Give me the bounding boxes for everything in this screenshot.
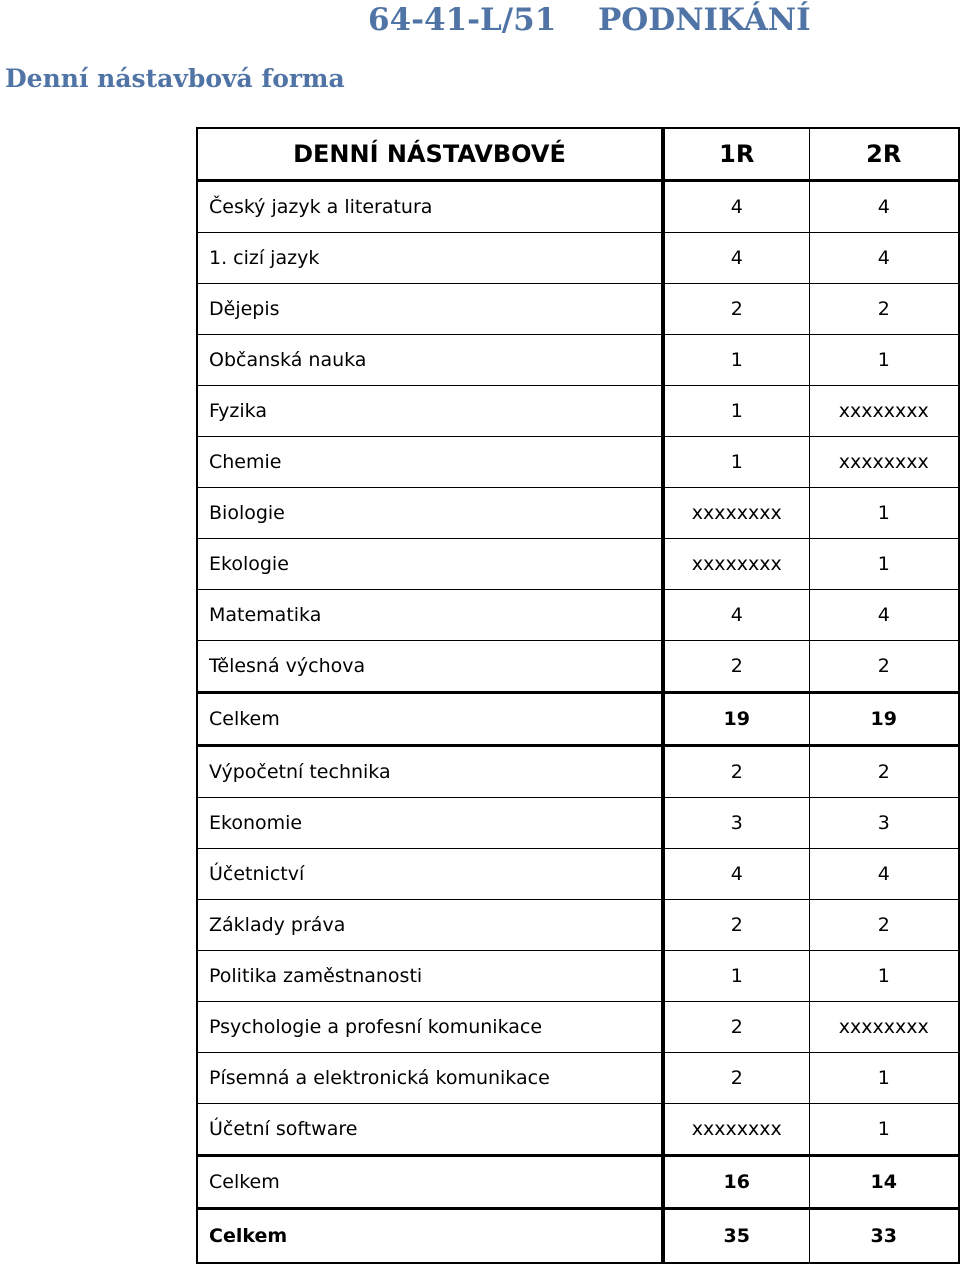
table-row [197, 233, 959, 284]
subtotal-row [197, 693, 959, 746]
subject-cell: 1. cizí jazyk [197, 233, 663, 284]
program-code: 64-41-L/51 [368, 2, 557, 38]
year-1-hours: xxxxxxxx [663, 1104, 809, 1156]
year-2-hours: 2 [809, 900, 959, 951]
year-1-hours: 2 [663, 746, 809, 798]
subtotal-row [197, 1156, 959, 1209]
table-row [197, 1053, 959, 1104]
subject-cell: Chemie [197, 437, 663, 488]
table-row [197, 386, 959, 437]
curriculum-table [196, 127, 960, 1264]
year-1-hours: 4 [663, 233, 809, 284]
table-row [197, 181, 959, 233]
year-2-hours: 1 [809, 951, 959, 1002]
table-row [197, 437, 959, 488]
grand-total-year-2: 33 [809, 1209, 959, 1264]
year-1-hours: 2 [663, 284, 809, 335]
program-name: PODNIKÁNÍ [598, 2, 811, 38]
header-year-1: 1R [663, 128, 809, 181]
table-row [197, 539, 959, 590]
subject-cell: Tělesná výchova [197, 641, 663, 693]
subject-cell: Psychologie a profesní komunikace [197, 1002, 663, 1053]
subtotal-label: Celkem [197, 693, 663, 746]
table-row [197, 1002, 959, 1053]
subject-cell: Účetnictví [197, 849, 663, 900]
year-2-hours: 4 [809, 849, 959, 900]
year-2-hours: 1 [809, 539, 959, 590]
table-row [197, 746, 959, 798]
year-2-hours: 2 [809, 641, 959, 693]
subtotal-year-1: 19 [663, 693, 809, 746]
year-1-hours: 4 [663, 181, 809, 233]
subtotal-label: Celkem [197, 1156, 663, 1209]
year-2-hours: 1 [809, 1104, 959, 1156]
subject-cell: Český jazyk a literatura [197, 181, 663, 233]
year-1-hours: 1 [663, 335, 809, 386]
year-2-hours: 4 [809, 181, 959, 233]
year-2-hours: 1 [809, 1053, 959, 1104]
year-1-hours: xxxxxxxx [663, 539, 809, 590]
study-form-title: Denní nástavbová forma [5, 64, 345, 93]
subtotal-year-1: 16 [663, 1156, 809, 1209]
table-row [197, 335, 959, 386]
subject-cell: Základy práva [197, 900, 663, 951]
table-row [197, 641, 959, 693]
subject-cell: Výpočetní technika [197, 746, 663, 798]
subject-cell: Fyzika [197, 386, 663, 437]
subject-cell: Politika zaměstnanosti [197, 951, 663, 1002]
year-1-hours: 3 [663, 798, 809, 849]
table-row [197, 1104, 959, 1156]
subject-cell: Ekonomie [197, 798, 663, 849]
year-2-hours: xxxxxxxx [809, 386, 959, 437]
subject-cell: Matematika [197, 590, 663, 641]
year-1-hours: 2 [663, 1053, 809, 1104]
year-2-hours: xxxxxxxx [809, 437, 959, 488]
header-year-2: 2R [809, 128, 959, 181]
year-1-hours: 4 [663, 849, 809, 900]
year-1-hours: xxxxxxxx [663, 488, 809, 539]
subject-cell: Dějepis [197, 284, 663, 335]
year-2-hours: 4 [809, 590, 959, 641]
subject-cell: Ekologie [197, 539, 663, 590]
year-1-hours: 2 [663, 641, 809, 693]
year-1-hours: 1 [663, 437, 809, 488]
year-2-hours: 1 [809, 488, 959, 539]
table-row [197, 951, 959, 1002]
year-2-hours: 2 [809, 746, 959, 798]
year-2-hours: xxxxxxxx [809, 1002, 959, 1053]
table-row [197, 849, 959, 900]
year-1-hours: 2 [663, 900, 809, 951]
grand-total-year-1: 35 [663, 1209, 809, 1264]
grand-total-label: Celkem [197, 1209, 663, 1264]
year-1-hours: 1 [663, 951, 809, 1002]
table-row [197, 798, 959, 849]
year-1-hours: 4 [663, 590, 809, 641]
header-subject: DENNÍ NÁSTAVBOVÉ [197, 128, 663, 181]
grand-total-row [197, 1209, 959, 1264]
year-1-hours: 2 [663, 1002, 809, 1053]
year-1-hours: 1 [663, 386, 809, 437]
subject-cell: Biologie [197, 488, 663, 539]
year-2-hours: 1 [809, 335, 959, 386]
table-row [197, 900, 959, 951]
table-row [197, 590, 959, 641]
year-2-hours: 3 [809, 798, 959, 849]
subtotal-year-2: 14 [809, 1156, 959, 1209]
subtotal-year-2: 19 [809, 693, 959, 746]
year-2-hours: 2 [809, 284, 959, 335]
table-row [197, 284, 959, 335]
subject-cell: Občanská nauka [197, 335, 663, 386]
subject-cell: Účetní software [197, 1104, 663, 1156]
table-row [197, 488, 959, 539]
year-2-hours: 4 [809, 233, 959, 284]
table-header-row [197, 128, 959, 181]
subject-cell: Písemná a elektronická komunikace [197, 1053, 663, 1104]
